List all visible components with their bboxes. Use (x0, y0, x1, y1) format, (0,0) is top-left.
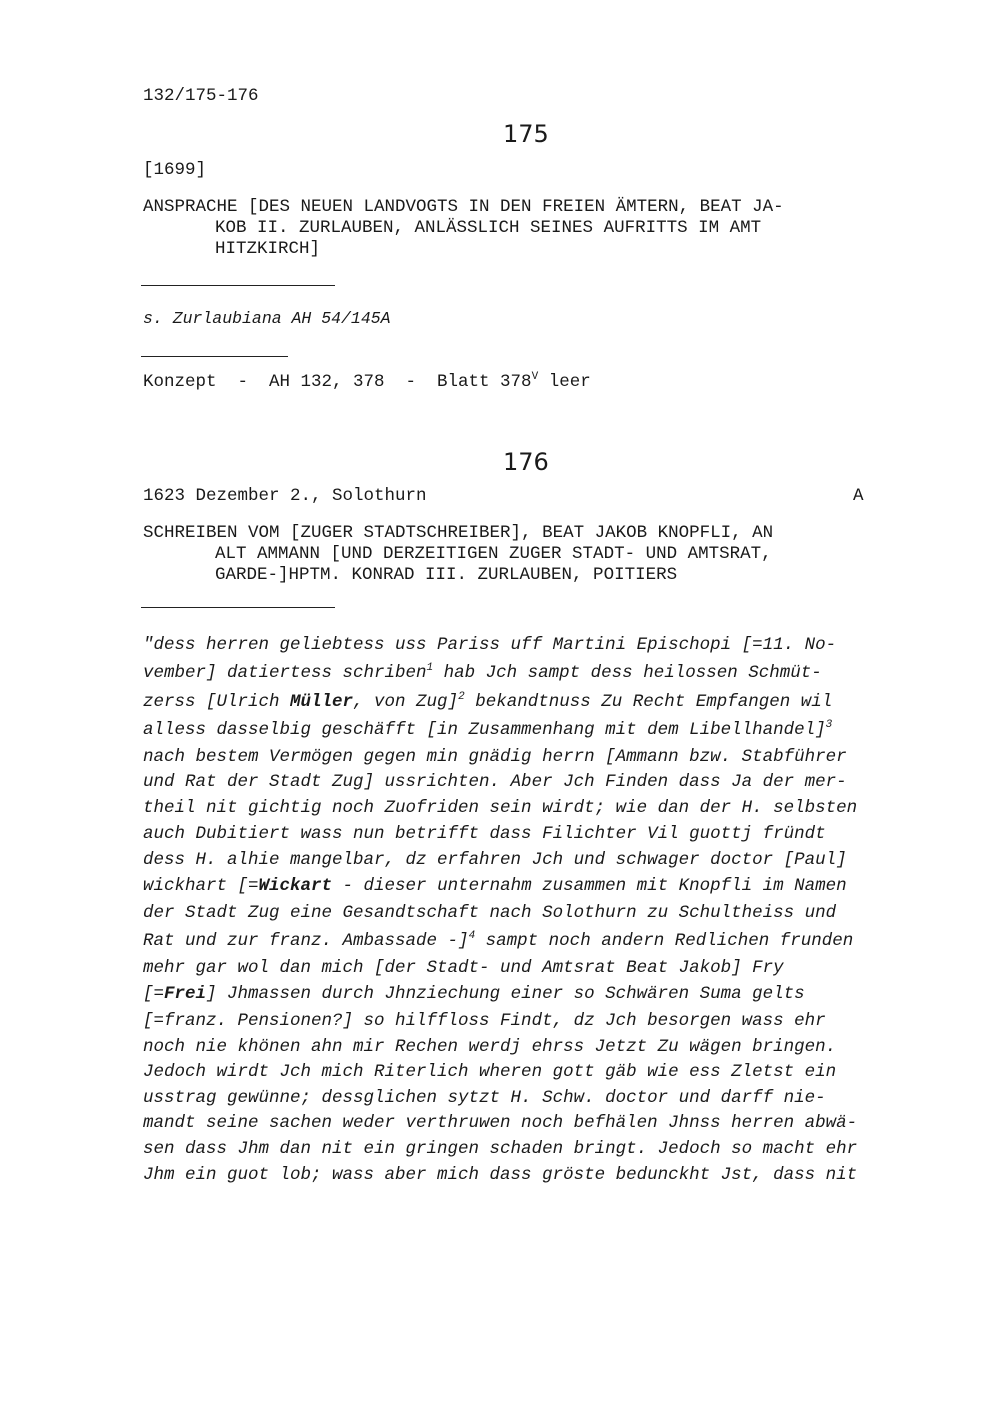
entry-176-date-place: 1623 Dezember 2., Solothurn (143, 486, 427, 506)
entry-176-type-letter: A (853, 486, 864, 506)
body-text: vember] datiertess schriben (143, 663, 427, 683)
footnote-marker: 2 (458, 691, 465, 703)
concept-text: Konzept - AH 132, 378 - Blatt 378 (143, 372, 532, 392)
body-line (143, 692, 832, 712)
entry-175-title-line: HITZKIRCH] (215, 239, 321, 259)
footnote-marker: 4 (468, 930, 476, 942)
body-text: [= (143, 984, 165, 1004)
body-line: mehr gar wol dan mich [der Stadt- und Amtsrat Beat Jakob] Fry (143, 958, 784, 978)
entry-175-see-reference: s. Zurlaubiana AH 54/145A (143, 309, 391, 328)
entry-number-176: 176 (503, 448, 549, 476)
divider (141, 356, 288, 357)
entry-176-title-line: ALT AMMANN [UND DERZEITIGEN ZUGER STADT- UND AMTSRAT, (215, 544, 772, 564)
body-line: und Rat der Stadt Zug] ussrichten. Aber Jch Finden dass Ja der mer- (143, 772, 847, 792)
body-line (143, 720, 832, 740)
footnote-marker: 3 (825, 719, 833, 731)
entry-176-title-line: SCHREIBEN VOM [ZUGER STADTSCHREIBER], BEAT JAKOB KNOPFLI, AN (143, 523, 774, 543)
archive-reference: 132/175-176 (143, 86, 259, 106)
body-line: sen dass Jhm dan nit ein gringen schaden bringt. Jedoch so macht ehr (143, 1139, 858, 1159)
entry-175-concept-line (143, 372, 591, 392)
body-text: , von Zug] (353, 692, 459, 712)
concept-text-end: leer (538, 372, 591, 392)
concept-superscript: V (531, 371, 539, 383)
body-line (143, 663, 822, 683)
body-line (143, 984, 805, 1004)
body-line: Jhm ein guot lob; wass aber mich dass gröste bedunckht Jst, dass nit (143, 1165, 858, 1185)
body-text: wickhart [= (143, 876, 259, 896)
body-line: dess H. alhie mangelbar, dz erfahren Jch und schwager doctor [Paul] (143, 850, 847, 870)
body-line: noch nie khönen ahn mir Rechen werdj ehrss Jetzt Zu wägen bringen. (143, 1037, 837, 1057)
body-text: Rat und zur franz. Ambassade -] (143, 931, 469, 951)
body-text: - dieser unternahm zusammen mit Knopfli im Namen (332, 876, 847, 896)
body-line (143, 931, 853, 951)
divider (141, 607, 335, 608)
body-line: "dess herren geliebtess uss Pariss uff Martini Epischopi [=11. No- (143, 635, 837, 655)
divider (141, 285, 335, 286)
body-text: alless dasselbig geschäfft [in Zusammenhang mit dem Libellhandel] (143, 720, 826, 740)
body-line: theil nit gichtig noch Zuofriden sein wirdt; wie dan der H. selbsten (143, 798, 858, 818)
body-text: sampt noch andern Redlichen frunden (475, 931, 854, 951)
body-line: der Stadt Zug eine Gesandtschaft nach Solothurn zu Schultheiss und (143, 903, 837, 923)
body-line: Jedoch wirdt Jch mich Riterlich wheren gott gäb wie ess Zletst ein (143, 1062, 837, 1082)
entry-175-date: [1699] (143, 160, 207, 180)
bold-name: Frei (164, 984, 207, 1004)
body-text: hab Jch sampt dess heilossen Schmüt- (433, 663, 822, 683)
body-text: zerss [Ulrich (143, 692, 291, 712)
entry-175-title-line: ANSPRACHE [DES NEUEN LANDVOGTS IN DEN FREIEN ÄMTERN, BEAT JA- (143, 197, 784, 217)
body-text: ] Jhmassen durch Jhnziechung einer so Schwären Suma gelts (206, 984, 805, 1004)
body-line: usstrag gewünne; dessglichen sytzt H. Schw. doctor und darff nie- (143, 1088, 826, 1108)
entry-number-175: 175 (503, 120, 549, 148)
body-line: mandt seine sachen weder verthruwen noch befhälen Jhnss herren abwä- (143, 1113, 858, 1133)
footnote-marker: 1 (426, 662, 434, 674)
body-line (143, 876, 847, 896)
body-line: auch Dubitiert wass nun betrifft dass Filichter Vil guottj fründt (143, 824, 826, 844)
body-text: bekandtnuss Zu Recht Empfangen wil (464, 692, 833, 712)
bold-name: Müller (290, 692, 354, 712)
bold-name: Wickart (258, 876, 333, 896)
entry-175-title-line: KOB II. ZURLAUBEN, ANLÄSSLICH SEINES AUFRITTS IM AMT (215, 218, 762, 238)
entry-176-title-line: GARDE-]HPTM. KONRAD III. ZURLAUBEN, POITIERS (215, 565, 678, 585)
body-line: [=franz. Pensionen?] so hilffloss Findt, dz Jch besorgen wass ehr (143, 1011, 826, 1031)
body-line: nach bestem Vermögen gegen min gnädig herrn [Ammann bzw. Stabführer (143, 747, 847, 767)
